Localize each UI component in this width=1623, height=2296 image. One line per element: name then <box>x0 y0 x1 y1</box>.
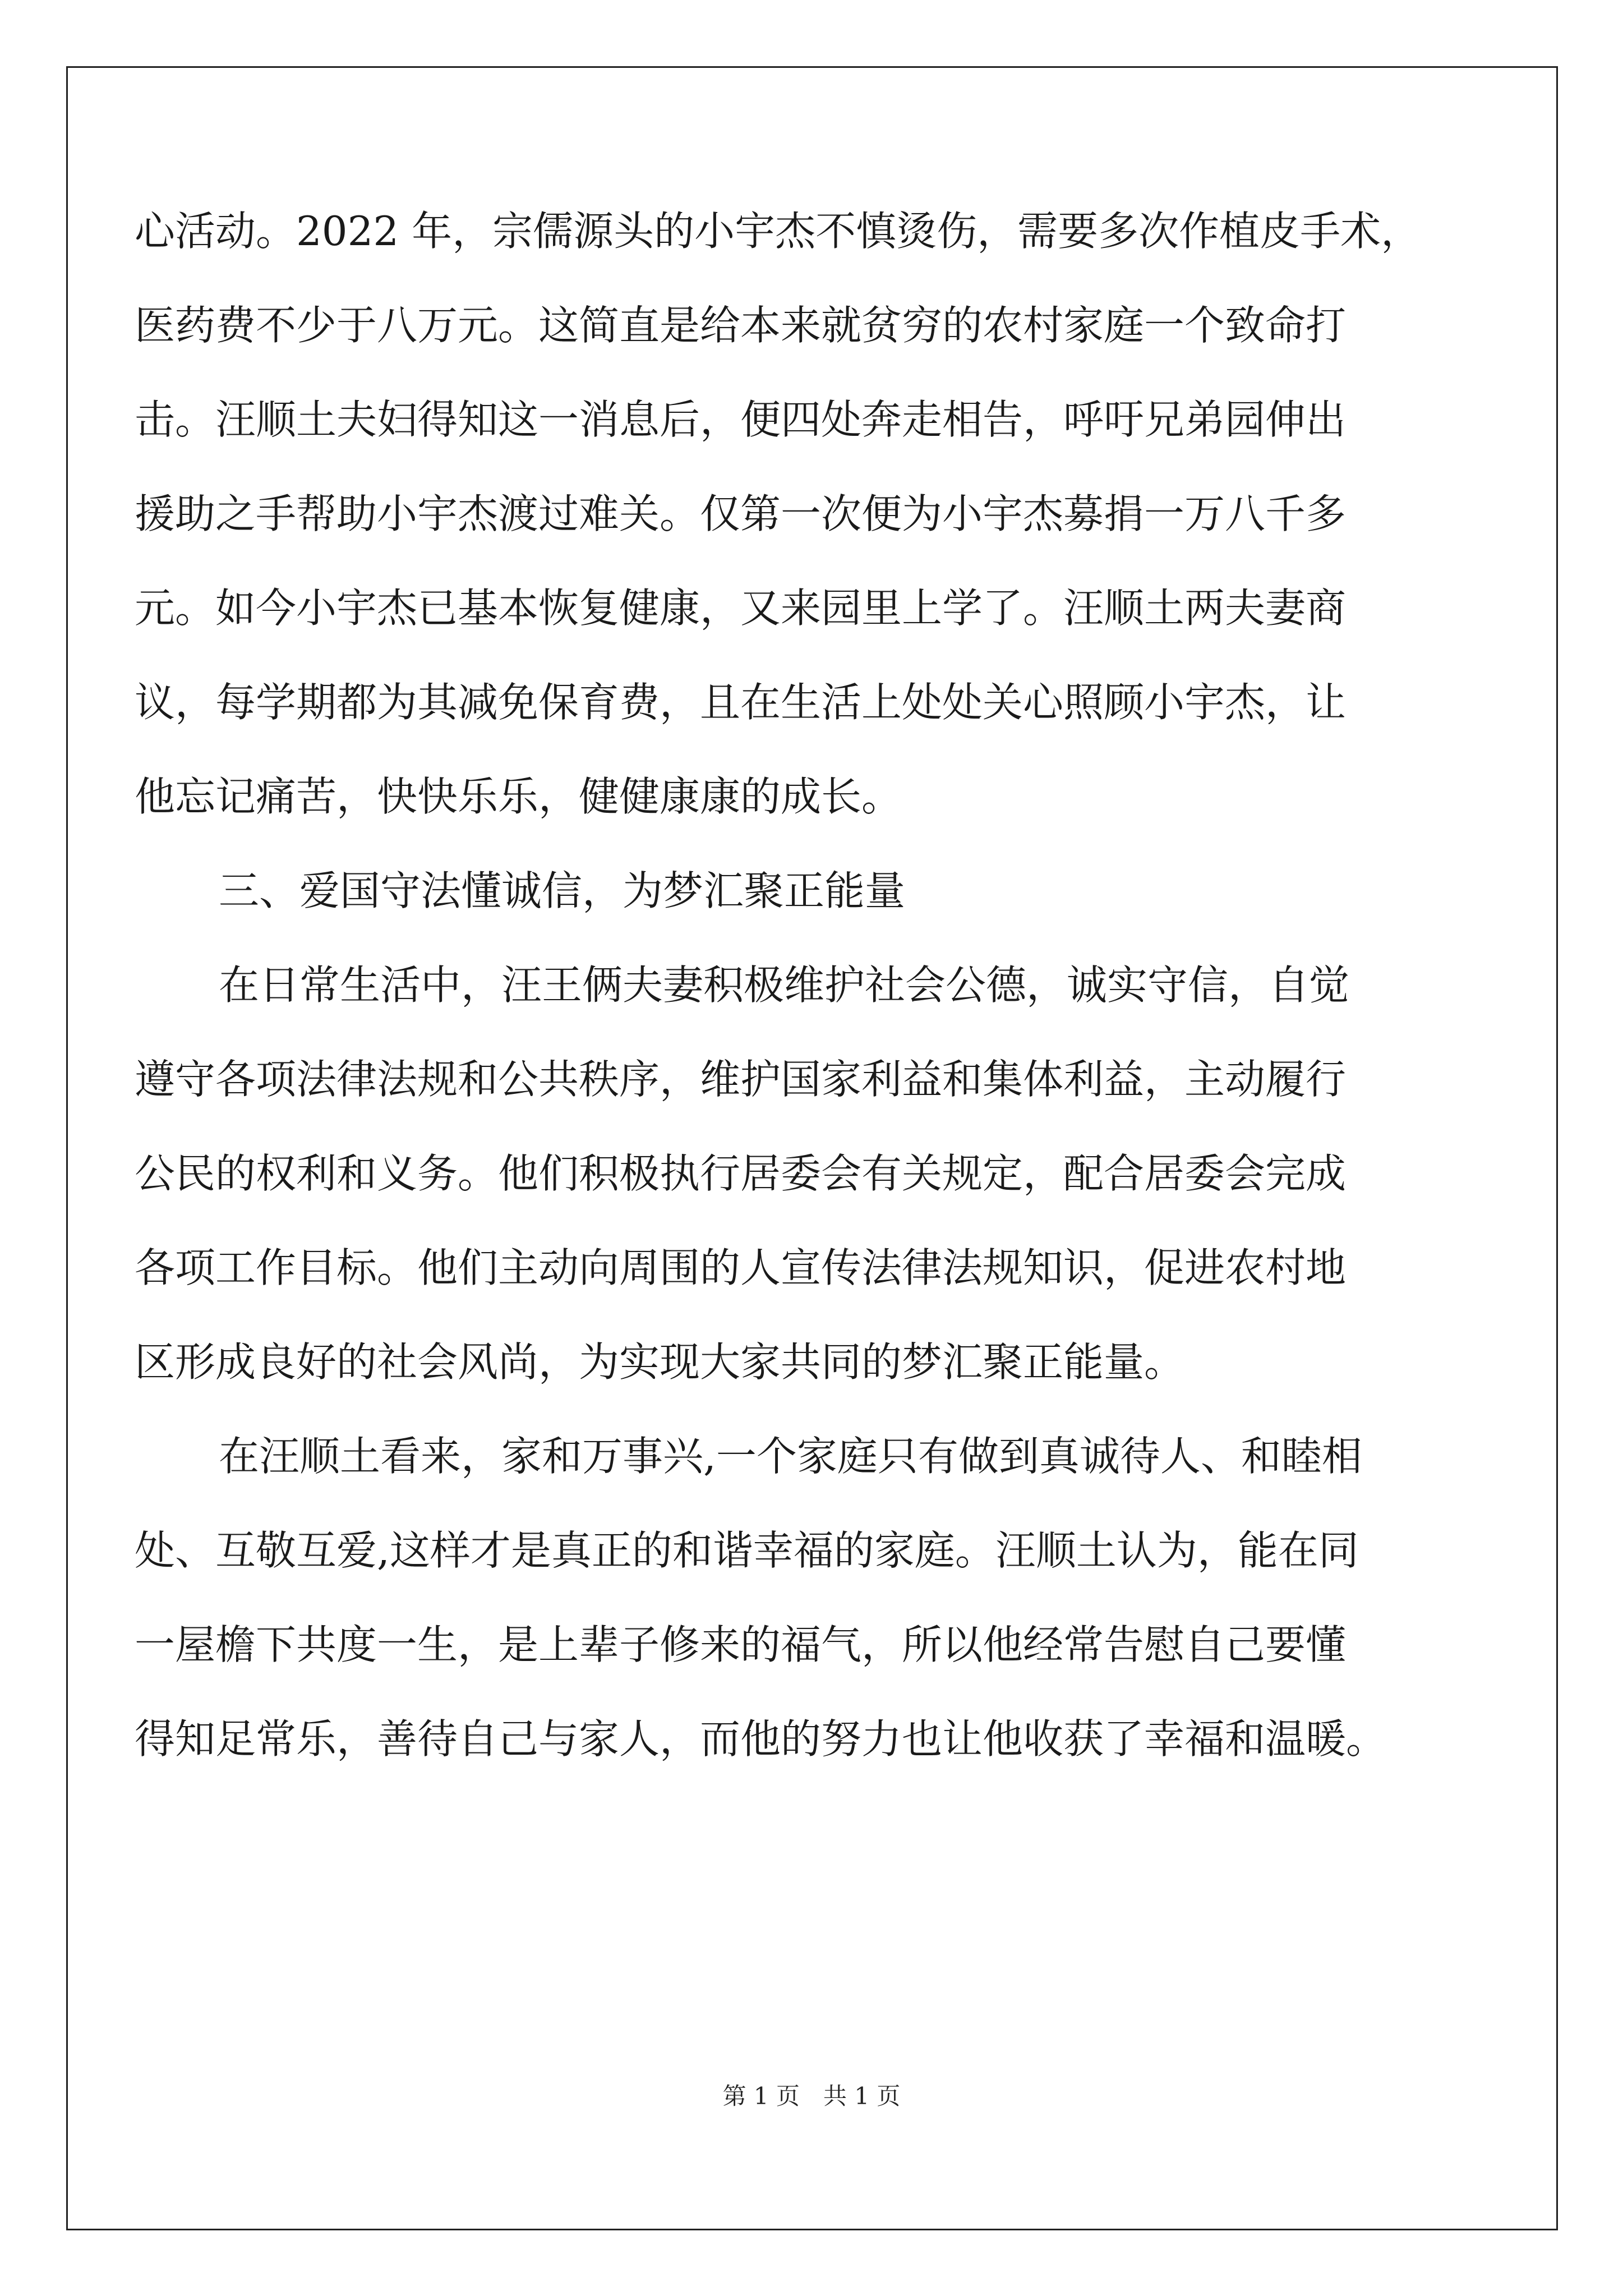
section-heading: 三、爱国守法懂诚信，为梦汇聚正能量 <box>219 867 906 914</box>
text-line: 医药费不少于八万元。这简直是给本来就贫穷的农村家庭一个致命打 <box>135 302 1347 349</box>
text-line: 击。汪顺土夫妇得知这一消息后，便四处奔走相告，呼吁兄弟园伸出 <box>135 396 1347 443</box>
text-line: 元。如今小宇杰已基本恢复健康，又来园里上学了。汪顺土两夫妻商 <box>135 585 1347 632</box>
text-line: 他忘记痛苦，快快乐乐，健健康康的成长。 <box>135 773 902 820</box>
page-footer <box>0 2078 1623 2111</box>
text-line: 遵守各项法律法规和公共秩序，维护国家利益和集体利益，主动履行 <box>135 1056 1347 1103</box>
text-line: 议，每学期都为其减免保育费，且在生活上处处关心照顾小宇杰，让 <box>135 679 1347 726</box>
text-line: 区形成良好的社会风尚，为实现大家共同的梦汇聚正能量。 <box>135 1338 1185 1386</box>
text-line: 得知足常乐，善待自己与家人，而他的努力也让他收获了幸福和温暖。 <box>135 1715 1387 1763</box>
text-line: 援助之手帮助小宇杰渡过难关。仅第一次便为小宇杰募捐一万八千多 <box>135 490 1347 537</box>
text-line: 各项工作目标。他们主动向周围的人宣传法律法规知识，促进农村地 <box>135 1244 1347 1291</box>
text-line: 一屋檐下共度一生，是上辈子修来的福气，所以他经常告慰自己要懂 <box>135 1621 1347 1668</box>
page-number: 第 1 页 共 1 页 <box>722 2082 901 2110</box>
text-line: 在汪顺土看来，家和万事兴,一个家庭只有做到真诚待人、和睦相 <box>219 1433 1362 1480</box>
text-line: 公民的权利和义务。他们积极执行居委会有关规定，配合居委会完成 <box>135 1150 1347 1197</box>
text-line: 处、互敬互爱,这样才是真正的和谐幸福的家庭。汪顺土认为，能在同 <box>135 1527 1359 1574</box>
text-line: 心活动。2022 年，宗儒源头的小宇杰不慎烫伤，需要多次作植皮手术， <box>135 208 1422 255</box>
text-line: 在日常生活中，汪王俩夫妻积极维护社会公德，诚实守信，自觉 <box>219 961 1350 1009</box>
document-body <box>135 184 1486 1786</box>
